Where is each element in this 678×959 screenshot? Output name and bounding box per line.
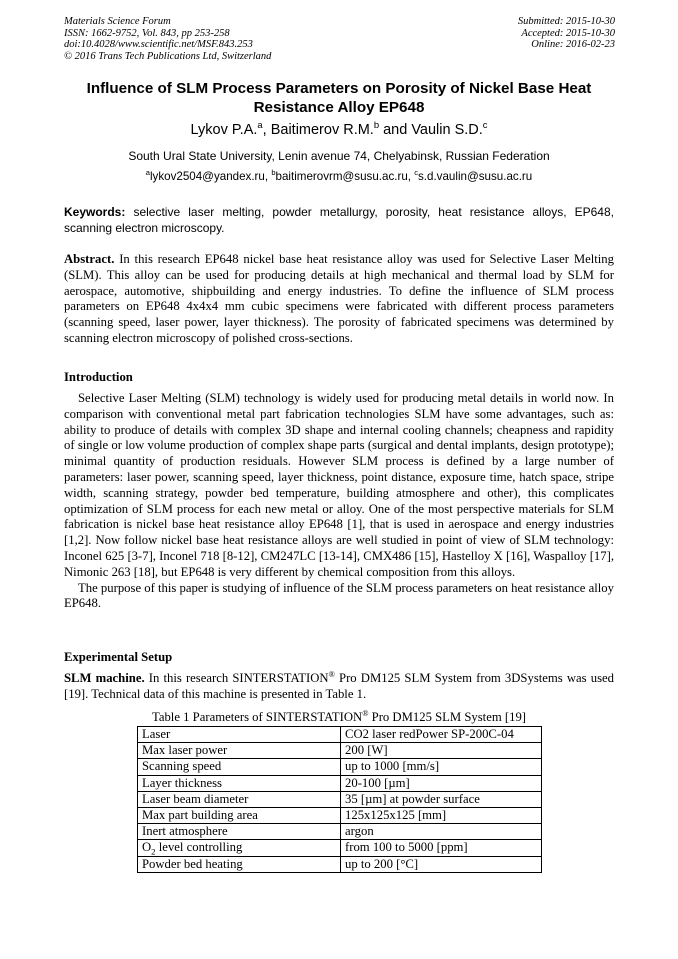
param-cell: Inert atmosphere [138, 824, 341, 840]
journal-copyright: © 2016 Trans Tech Publications Ltd, Switzerland [64, 50, 272, 62]
keywords-text: selective laser melting, powder metallurgy, porosity, heat resistance alloys, EP648, scanning electron microscopy. [64, 205, 614, 235]
email-link[interactable]: s.d.vaulin@susu.ac.ru [418, 170, 533, 183]
email-mark: b [271, 168, 276, 178]
table-caption-after: Pro DM125 SLM System [19] [368, 710, 527, 724]
param-cell [138, 840, 341, 856]
author-name: Vaulin S.D. [411, 122, 483, 138]
keywords-section [64, 205, 614, 236]
email-mark: c [414, 168, 418, 178]
table-row [138, 759, 542, 775]
value-cell: 200 [W] [341, 743, 542, 759]
value-cell: 125x125x125 [mm] [341, 807, 542, 823]
journal-doi: doi:10.4028/www.scientific.net/MSF.843.253 [64, 39, 253, 51]
author-separator: , [262, 122, 271, 138]
journal-name: Materials Science Forum [64, 16, 171, 27]
email-list [64, 170, 614, 183]
paper-title: Influence of SLM Process Parameters on Porosity of Nickel Base Heat Resistance Alloy EP648 [86, 80, 592, 116]
param-subscript: 2 [151, 846, 156, 857]
slm-text-before: In this research SINTERSTATION [148, 671, 329, 685]
value-cell: 35 [µm] at powder surface [341, 791, 542, 807]
author-affil-mark: c [482, 119, 488, 131]
email-separator: , [407, 170, 415, 183]
email-separator: , [264, 170, 272, 183]
table-row [138, 775, 542, 791]
author-name: Baitimerov R.M. [270, 122, 374, 138]
param-cell: Laser [138, 727, 341, 743]
value-cell: from 100 to 5000 [ppm] [341, 840, 542, 856]
abstract-section [64, 252, 614, 347]
table-row [138, 840, 542, 856]
param-rest: level controlling [155, 840, 243, 855]
affiliation: South Ural State University, Lenin avenue 74, Chelyabinsk, Russian Federation [128, 149, 550, 163]
introduction-heading: Introduction [64, 370, 133, 384]
value-cell: up to 1000 [mm/s] [341, 759, 542, 775]
email-mark: a [145, 168, 150, 178]
slm-text-after: Pro DM125 SLM System from 3DSystems was used [19]. Technical data of this machine is presented in Table 1. [64, 671, 614, 701]
value-cell: 20-100 [µm] [341, 775, 542, 791]
param-cell: Laser beam diameter [138, 791, 341, 807]
slm-machine-label: SLM machine. [64, 671, 145, 685]
param-cell: Scanning speed [138, 759, 341, 775]
param-cell: Layer thickness [138, 775, 341, 791]
table-caption-reg: ® [362, 708, 369, 718]
table-row [138, 824, 542, 840]
table-row [138, 791, 542, 807]
keywords-label: Keywords: [64, 205, 126, 219]
submitted-date: Submitted: 2015-10-30 [517, 16, 615, 27]
email-link[interactable]: baitimerovrm@susu.ac.ru [275, 170, 408, 183]
author-affil-mark: b [373, 119, 380, 131]
parameters-table [137, 726, 542, 873]
introduction-paragraph-2: The purpose of this paper is studying of influence of the SLM process parameters on heat resistance alloy EP648. [64, 580, 614, 611]
table-row [138, 856, 542, 872]
author-name: Lykov P.A. [190, 122, 258, 138]
slm-machine-paragraph [64, 671, 614, 703]
journal-header [64, 16, 271, 62]
param-cell: Max laser power [138, 743, 341, 759]
table-caption-before: Table 1 Parameters of SINTERSTATION [151, 710, 363, 724]
journal-issn: ISSN: 1662-9752, Vol. 843, pp 253-258 [64, 27, 230, 39]
abstract-text: In this research EP648 nickel base heat resistance alloy was used for Selective Laser Melting (SLM). This alloy can be used for producing details at high mechanical and thermal load by SLM for aerospace, automotive, shipbuilding and energy industries. To define the influence of SLM process parameters on EP648 4x4x4 mm cubic specimens were fabricated with different process parameters (scanning speed, laser power, layer thickness). The porosity of fabricated specimens was determined by scanning electron microscopy of polished cross-sections. [64, 252, 614, 345]
introduction-section [64, 391, 614, 612]
online-date: Online: 2016-02-23 [531, 39, 615, 51]
registered-mark: ® [328, 669, 335, 679]
table-row [138, 727, 542, 743]
introduction-paragraph-1: Selective Laser Melting (SLM) technology is widely used for producing metal details in world now. In comparison with conventional metal part fabrication technologies SLM have some advantages, such as: ability to produce of details with complex 3D shape and internal cooling channels; cheapness and rapidity of single or low volume production of complex shape parts (surgical and dental implants, design prototype); minimal quantity of production residuals. However SLM process is defined by a large number of parameters: laser power, scanning speed, layer thickness, point distance, exposure time, hatch space, stripe width, scanning strategy, powder bed temperature, building atmosphere and other), this complicates optimization of SLM process for each new metal or alloy. One of the most perspective materials for SLM fabrication is nickel base heat resistance alloy EP648 [1], that is used in aerospace and energy industries [1,2]. Now follow nickel base heat resistance alloys are well studied in point of view of SLM technology: Inconel 625 [3-7], Inconel 718 [8-12], CM247LC [13-14], CMX486 [15], Hastelloy X [16], Waspalloy [17], Nimonic 263 [18], but EP648 is very different by chemical composition from this alloys. [64, 391, 614, 579]
table-row [138, 743, 542, 759]
param-cell: Max part building area [138, 807, 341, 823]
author-affil-mark: a [257, 119, 263, 131]
param-cell: Powder bed heating [138, 856, 341, 872]
experimental-heading: Experimental Setup [64, 650, 173, 664]
table-caption [64, 710, 614, 725]
email-link[interactable]: lykov2504@yandex.ru [149, 170, 265, 183]
param-o: O [142, 840, 152, 855]
abstract-label: Abstract. [64, 252, 115, 266]
accepted-date: Accepted: 2015-10-30 [521, 27, 615, 39]
value-cell: CO2 laser redPower SP-200C-04 [341, 727, 542, 743]
table-row [138, 807, 542, 823]
value-cell: argon [341, 824, 542, 840]
value-cell: up to 200 [°C] [341, 856, 542, 872]
dates-header [518, 16, 615, 51]
author-separator: and [379, 122, 412, 138]
author-list [64, 119, 614, 138]
